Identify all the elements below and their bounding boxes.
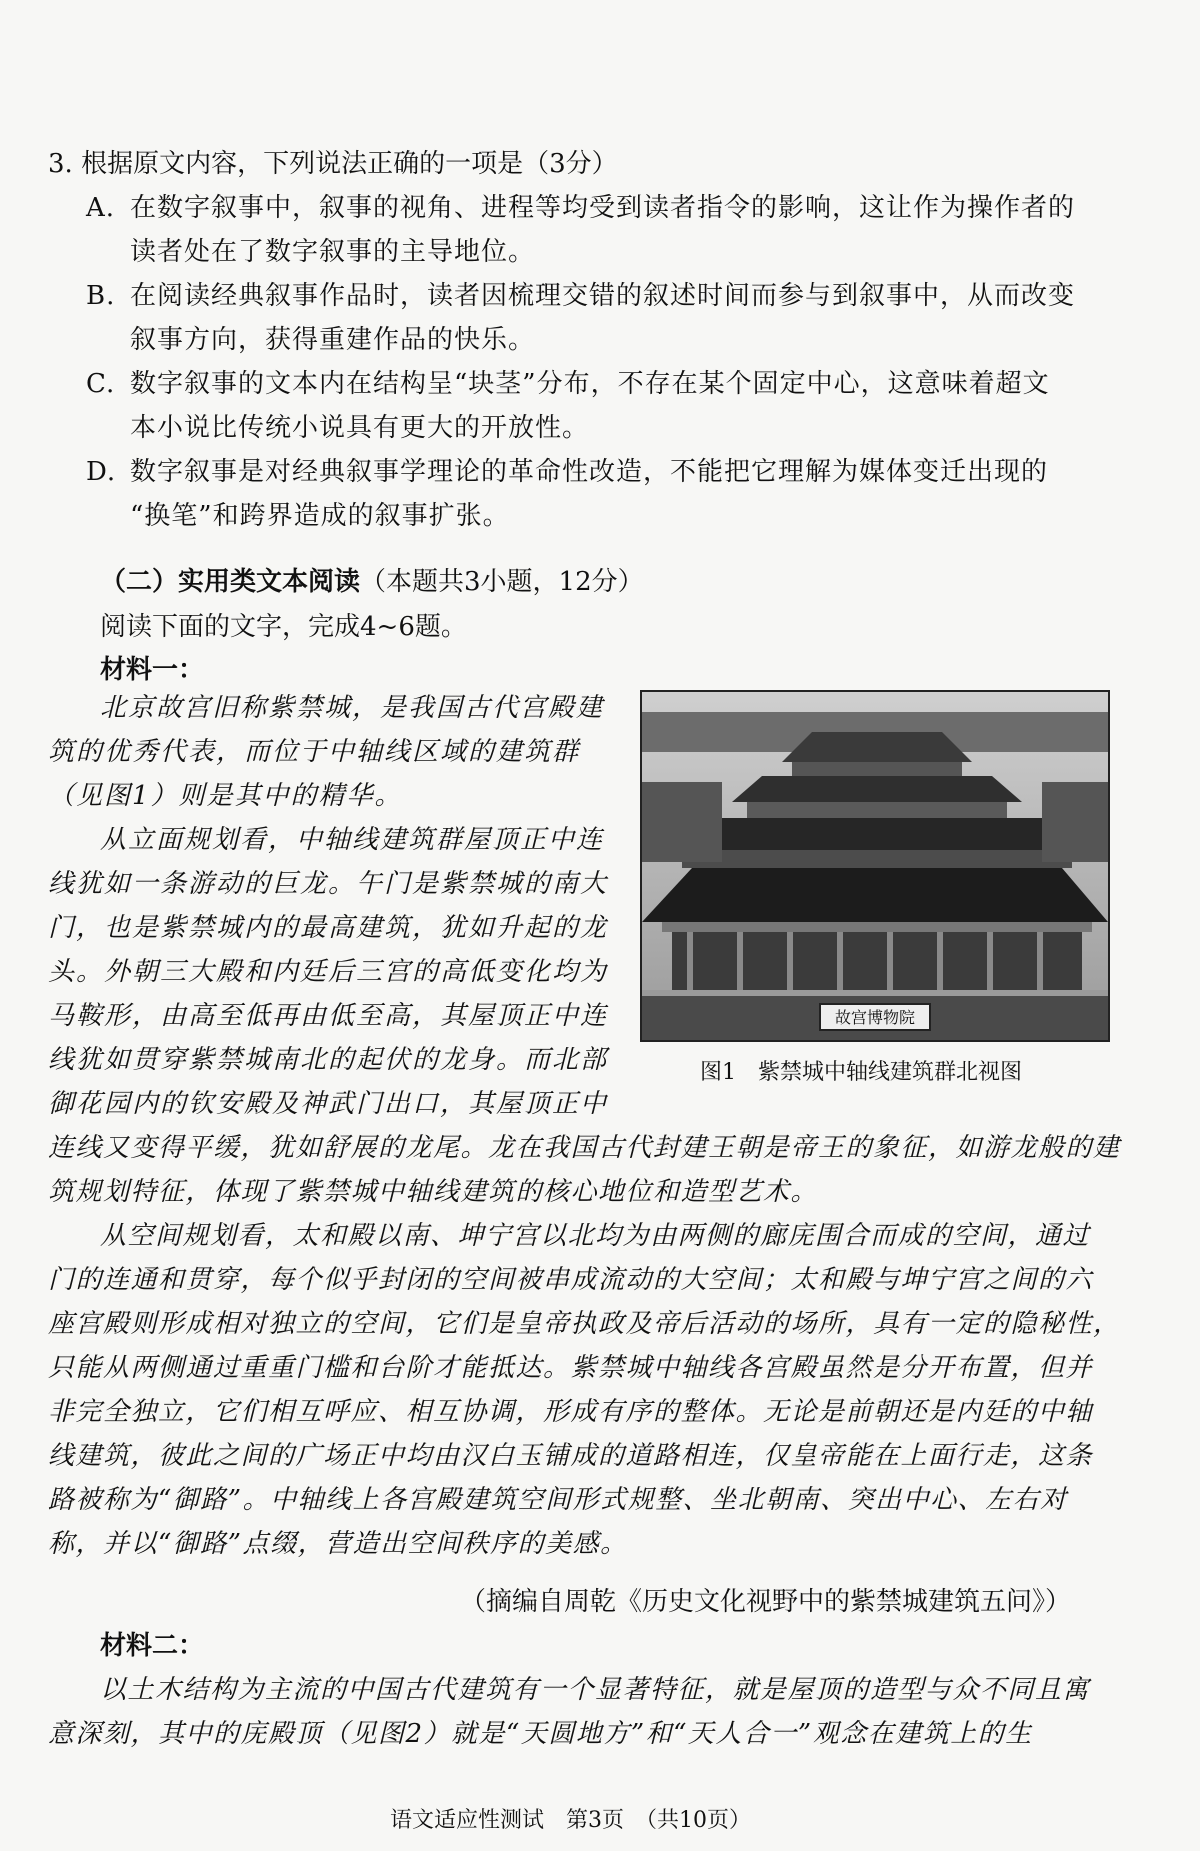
option-c-label: C. [86, 369, 116, 399]
option-a-line1: 在数字叙事中，叙事的视角、进程等均受到读者指令的影响，这让作为操作者的 [130, 193, 1076, 223]
option-d-label: D. [86, 457, 117, 487]
material-2-line: 意深刻，其中的庑殿顶（见图2）就是“天圆地方”和“天人合一”观念在建筑上的生 [48, 1719, 1033, 1749]
section-heading [100, 560, 644, 604]
option-d-line2: “换笔”和跨界造成的叙事扩张。 [130, 501, 510, 531]
para1-line: （见图1）则是其中的精华。 [48, 781, 403, 811]
material-1-continued [48, 1126, 1128, 1566]
para2-line: 线犹如一条游动的巨龙。午门是紫禁城的南大 [48, 869, 609, 899]
para1-line: 筑的优秀代表，而位于中轴线区域的建筑群 [48, 737, 581, 767]
option-c-line1: 数字叙事的文本内在结构呈“块茎”分布，不存在某个固定中心，这意味着超文 [130, 369, 1050, 399]
para2-line: 筑规划特征，体现了紫禁城中轴线建筑的核心地位和造型艺术。 [48, 1177, 819, 1207]
material-1-wrapped-text [48, 686, 618, 1126]
para3-line: 路被称为“御路”。中轴线上各宫殿建筑空间形式规整、坐北朝南、突出中心、左右对 [48, 1485, 1068, 1515]
section-note: （本题共3小题，12分） [360, 567, 644, 597]
source-citation: （摘编自周乾《历史文化视野中的紫禁城建筑五问》） [460, 1587, 1072, 1617]
option-b-line1: 在阅读经典叙事作品时，读者因梳理交错的叙述时间而参与到叙事中，从而改变 [130, 281, 1076, 311]
page-footer: 语文适应性测试 第3页 （共10页） [390, 1808, 751, 1833]
museum-sign-text: 故宫博物院 [834, 1008, 916, 1027]
material-1-heading: 材料一： [100, 655, 205, 685]
para3-line: 门的连通和贯穿，每个似乎封闭的空间被串成流动的大空间；太和殿与坤宁宫之间的六 [48, 1265, 1094, 1295]
para3-line: 座宫殿则形成相对独立的空间，它们是皇帝执政及帝后活动的场所，具有一定的隐秘性， [48, 1309, 1121, 1339]
section-instruction: 阅读下面的文字，完成4~6题。 [100, 612, 467, 642]
figure-1-caption: 图1 紫禁城中轴线建筑群北视图 [700, 1060, 1022, 1085]
para2-line: 御花园内的钦安殿及神武门出口，其屋顶正中 [48, 1089, 609, 1119]
option-c [86, 362, 1146, 450]
para2-line: 马鞍形，由高至低再由低至高，其屋顶正中连 [48, 1001, 609, 1031]
para1-line: 北京故宫旧称紫禁城，是我国古代宫殿建 [100, 693, 605, 723]
para3-line: 非完全独立，它们相互呼应、相互协调，形成有序的整体。无论是前朝还是内廷的中轴 [48, 1397, 1094, 1427]
para3-line: 只能从两侧通过重重门槛和台阶才能抵达。紫禁城中轴线各宫殿虽然是分开布置，但并 [48, 1353, 1094, 1383]
para3-line: 从空间规划看，太和殿以南、坤宁宫以北均为由两侧的廊庑围合而成的空间，通过 [100, 1221, 1091, 1251]
option-b-line2: 叙事方向，获得重建作品的快乐。 [130, 325, 536, 355]
para3-line: 称，并以“御路”点缀，营造出空间秩序的美感。 [48, 1529, 628, 1559]
option-d-line1: 数字叙事是对经典叙事学理论的革命性改造，不能把它理解为媒体变迁出现的 [130, 457, 1049, 487]
section-title: （二）实用类文本阅读 [100, 567, 361, 597]
material-2-line: 以土木结构为主流的中国古代建筑有一个显著特征，就是屋顶的造型与众不同且寓 [100, 1675, 1091, 1705]
para2-line: 头。外朝三大殿和内廷后三宫的高低变化均为 [48, 957, 609, 987]
para2-line: 线犹如贯穿紫禁城南北的起伏的龙身。而北部 [48, 1045, 609, 1075]
option-a-label: A. [86, 193, 116, 223]
para3-line: 线建筑，彼此之间的广场正中均由汉白玉铺成的道路相连，仅皇帝能在上面行走，这条 [48, 1441, 1094, 1471]
material-2-text [48, 1668, 1128, 1756]
para2-line: 门，也是紫禁城内的最高建筑，犹如升起的龙 [48, 913, 609, 943]
option-d [86, 450, 1146, 538]
forbidden-city-photo [640, 690, 1110, 1042]
option-c-line2: 本小说比传统小说具有更大的开放性。 [130, 413, 590, 443]
question-3-stem: 3. 根据原文内容，下列说法正确的一项是（3分） [48, 149, 618, 179]
option-a-line2: 读者处在了数字叙事的主导地位。 [130, 237, 536, 267]
para2-line: 从立面规划看，中轴线建筑群屋顶正中连 [100, 825, 605, 855]
option-b-label: B. [86, 281, 116, 311]
para2-line: 连线又变得平缓，犹如舒展的龙尾。龙在我国古代封建王朝是帝王的象征，如游龙般的建 [48, 1133, 1121, 1163]
option-a [86, 186, 1146, 274]
option-b [86, 274, 1146, 362]
material-2-heading: 材料二： [100, 1631, 205, 1661]
